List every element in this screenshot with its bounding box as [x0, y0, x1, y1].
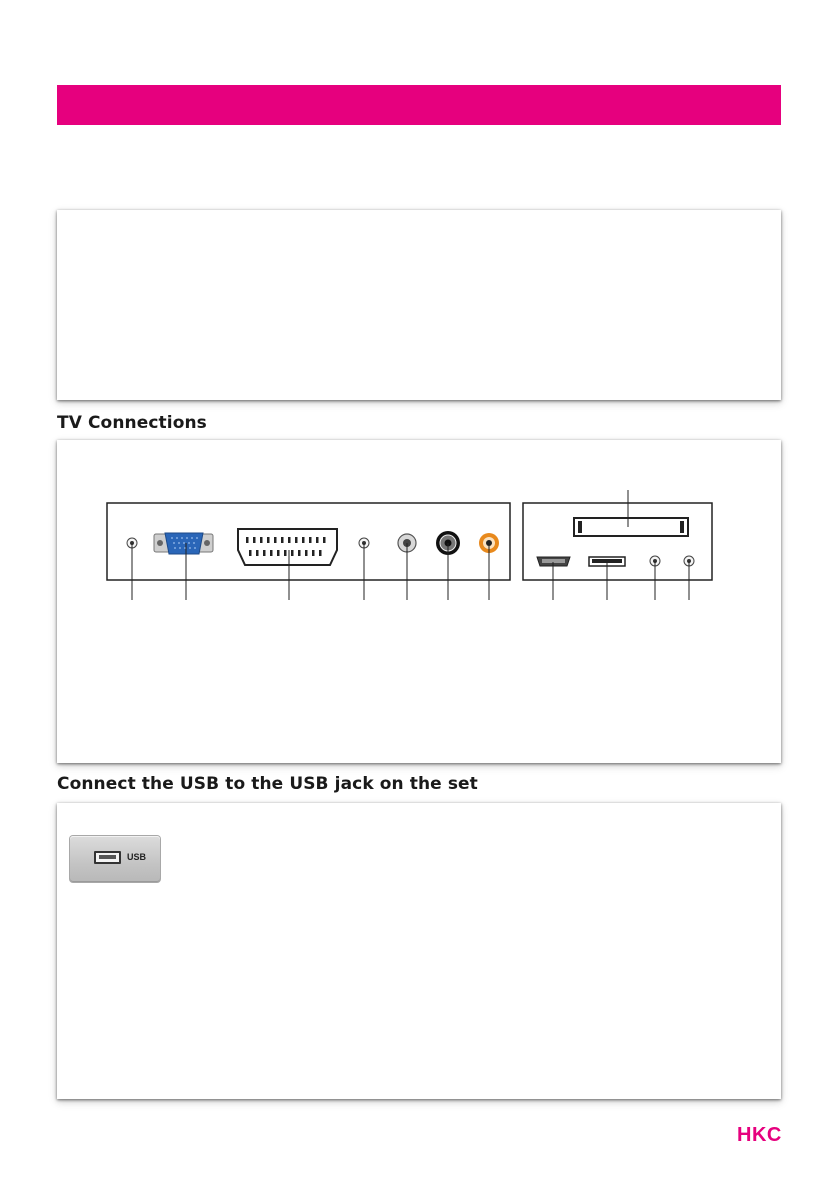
usb-icon: [94, 851, 121, 864]
usb-thumbnail-label: USB: [127, 852, 147, 862]
brand-logo: HKC: [737, 1124, 782, 1146]
usb-jack-thumbnail: [70, 836, 160, 882]
side-panel-right: [523, 503, 712, 580]
ci-slot-icon: [574, 518, 688, 536]
content-panel-usb: [57, 803, 781, 1099]
section-heading-tv-connections: TV Connections: [57, 413, 207, 433]
scart-port-icon: [238, 529, 337, 565]
vga-port-icon: [154, 533, 213, 554]
section-heading-usb: Connect the USB to the USB jack on the set: [57, 774, 478, 794]
